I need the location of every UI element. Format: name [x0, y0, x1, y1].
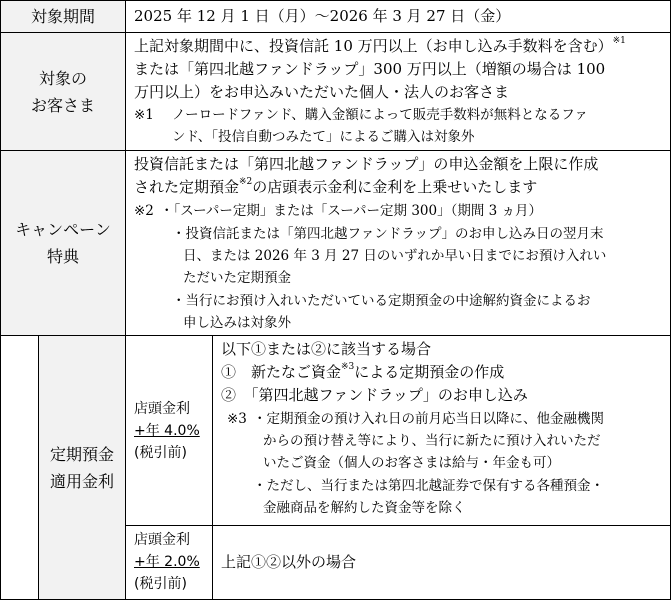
benefit-label-line2: 特典	[46, 247, 79, 266]
benefit-note2-line2: 日、または 2026 年 3 月 27 日のいずれか早い日までにお預け入れい	[183, 248, 607, 264]
rates-label-line2: 適用金利	[49, 471, 114, 491]
tier2-rate-line2: +年 2.0%	[134, 554, 200, 570]
benefit-note-mark: ※2	[134, 203, 154, 219]
tier1-cond-line1: 以下①または②に該当する場合	[221, 340, 432, 358]
tier1-note1-line2: からの預け替え等により、当行に新たに預け入れいただ	[263, 433, 601, 449]
tier1-rate-line1: 店頭金利	[134, 401, 190, 417]
tier2-rate-cell	[125, 525, 213, 600]
tier2-cond: 上記①②以外の場合	[221, 553, 357, 571]
tier1-rate-line3: (税引前)	[134, 445, 187, 461]
customers-value-cell	[125, 32, 671, 151]
tier1-note1-line1: ・定期預金の預け入れ日の前月応当日以降に、他金融機関	[253, 411, 604, 427]
customers-note-line2: ンド、「投信自動つみたて」によるご購入は対象外	[172, 129, 475, 145]
period-label-cell	[0, 0, 126, 33]
tier1-cond-line2: ① 新たなご資金$^{※3}$による定期預金の作成	[221, 362, 505, 381]
tier1-rate-line2: +年 4.0%	[134, 423, 200, 439]
benefit-note3-line2: 申し込みは対象外	[183, 315, 291, 331]
tier1-cond-line3: ② 「第四北越ファンドラップ」のお申し込み	[221, 386, 528, 404]
benefit-note1: ・「スーパー定期」または「スーパー定期 300」（期間 3 ヵ月）	[160, 203, 543, 219]
benefit-note2-line1: ・投資信託または「第四北越ファンドラップ」のお申し込み日の翌月末	[172, 226, 604, 242]
benefit-line2: された定期預金$^{※2}$の店頭表示金利に金利を上乗せいたします	[134, 177, 538, 196]
customers-note-mark: ※1	[134, 107, 154, 123]
rates-label-cell	[38, 335, 126, 600]
tier1-cond-cell	[212, 335, 671, 526]
period-value-cell	[125, 0, 671, 33]
tier1-note-mark: ※3	[227, 411, 247, 427]
tier2-rate-line3: (税引前)	[134, 576, 187, 592]
benefit-note2-line3: ただいた定期預金	[183, 270, 291, 286]
customers-note-line1: ノーロードファンド、購入金額によって販売手数料が無料となるファ	[172, 107, 588, 123]
benefit-value-cell	[125, 150, 671, 336]
tier2-cond-cell	[212, 525, 671, 600]
benefit-label-cell	[0, 150, 126, 336]
customers-label-cell	[0, 32, 126, 151]
tier1-rate-cell	[125, 335, 213, 526]
footnote-ref-1: ※1	[612, 36, 626, 46]
benefit-note3-line1: ・当行にお預け入れいただいている定期預金の中途解約資金によるお	[172, 293, 591, 309]
footnote-ref-3: ※3	[341, 362, 355, 372]
benefit-line1: 投資信託または「第四北越ファンドラップ」の申込金額を上限に作成	[134, 155, 599, 173]
customers-label-line2: お客さま	[30, 95, 95, 115]
tier1-note1-line3: いたご資金（個人のお客さまは給与・年金も可）	[263, 455, 560, 471]
customers-label-line1: 対象の	[38, 68, 87, 88]
rates-label-line1: 定期預金	[49, 444, 114, 464]
period-value: 2025 年 12 月 1 日（月）～2026 年 3 月 27 日（金）	[134, 7, 511, 25]
tier2-rate-line1: 店頭金利	[134, 532, 190, 548]
tier1-note2-line1: ・ただし、当行または第四北越証券で保有する各種預金・	[253, 478, 604, 494]
rates-left-gutter	[0, 335, 40, 600]
customers-line3: 万円以上）をお申込みいただいた個人・法人のお客さま	[134, 83, 510, 101]
customers-line1: 上記対象期間中に、投資信託 10 万円以上（お申し込み手数料を含む）$^{※1}$	[134, 36, 626, 55]
tier1-note2-line2: 金融商品を解約した資金等を除く	[263, 500, 466, 516]
benefit-label-line1: キャンペーン	[15, 220, 111, 239]
footnote-ref-2: ※2	[239, 177, 253, 187]
period-label: 対象期間	[30, 7, 95, 26]
customers-line2: または「第四北越ファンドラップ」300 万円以上（増額の場合は 100	[134, 60, 606, 78]
